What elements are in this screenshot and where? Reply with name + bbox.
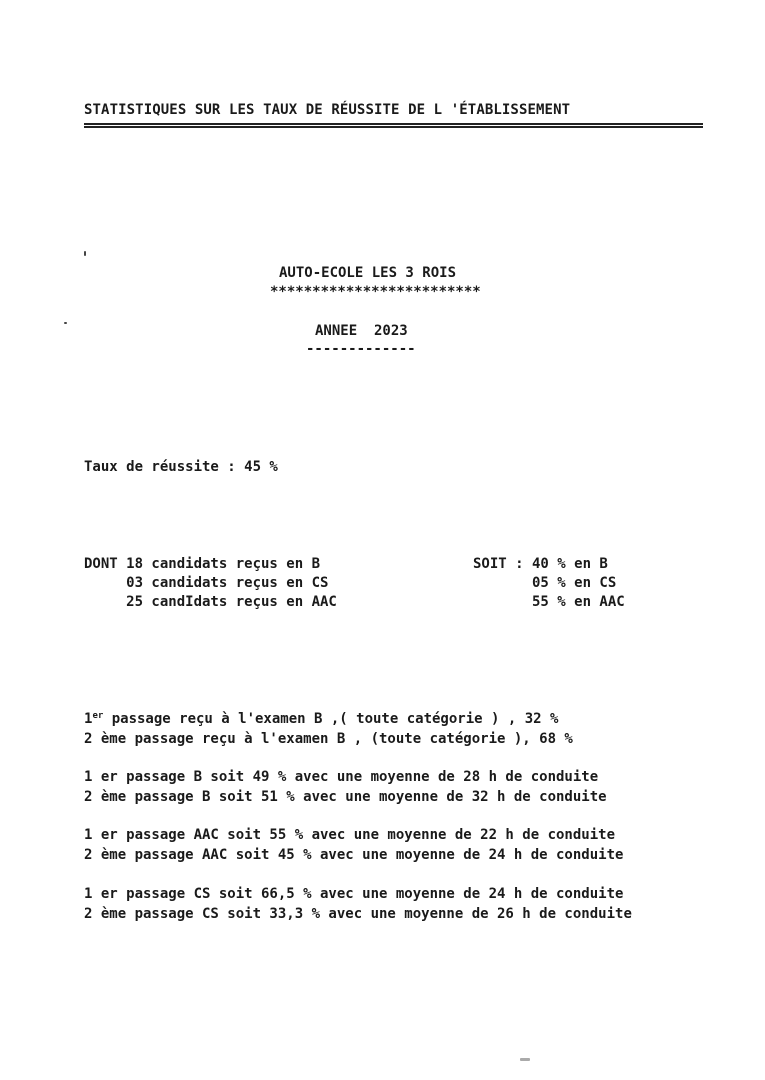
first-passage-text: passage reçu à l'examen B ,( toute catégorie ) , 32 % [103,711,559,727]
breakdown-left-aac: 25 candIdats reçus en AAC [84,594,337,610]
school-name: AUTO-ECOLE LES 3 ROIS [279,265,457,281]
year-underline: ------------- [306,341,416,357]
scan-speck [84,251,86,256]
scan-speck [64,322,67,324]
breakdown-left-b: DONT 18 candidats reçus en B [84,556,321,572]
breakdown-right-cs: 05 % en CS [473,575,617,591]
year-label: ANNEE 2023 [315,323,408,339]
detail-line-cs-1: 1 er passage CS soit 66,5 % avec une moyenne de 24 h de conduite [84,886,624,902]
first-passage-number: 1 [84,711,93,727]
success-rate: Taux de réussite : 45 % [84,459,278,475]
scan-speck [520,1058,530,1061]
detail-line-cs-2: 2 ème passage CS soit 33,3 % avec une moyenne de 26 h de conduite [84,906,632,922]
first-passage-superscript: er [92,711,104,721]
breakdown-right-b: SOIT : 40 % en B [473,556,608,572]
first-passage-line [84,710,558,728]
detail-line-aac-1: 1 er passage AAC soit 55 % avec une moyenne de 22 h de conduite [84,827,616,843]
title-double-rule [84,123,703,128]
breakdown-left-cs: 03 candidats reçus en CS [84,575,329,591]
breakdown-right-aac: 55 % en AAC [473,594,625,610]
detail-line-aac-2: 2 ème passage AAC soit 45 % avec une moyenne de 24 h de conduite [84,847,624,863]
detail-line-b-2: 2 ème passage B soit 51 % avec une moyenne de 32 h de conduite [84,789,607,805]
document-title: STATISTIQUES SUR LES TAUX DE RÉUSSITE DE L 'ÉTABLISSEMENT [84,102,571,118]
detail-line-b-1: 1 er passage B soit 49 % avec une moyenne de 28 h de conduite [84,769,599,785]
second-passage-line: 2 ème passage reçu à l'examen B , (toute catégorie ), 68 % [84,731,573,747]
school-name-stars: ************************* [270,284,481,300]
